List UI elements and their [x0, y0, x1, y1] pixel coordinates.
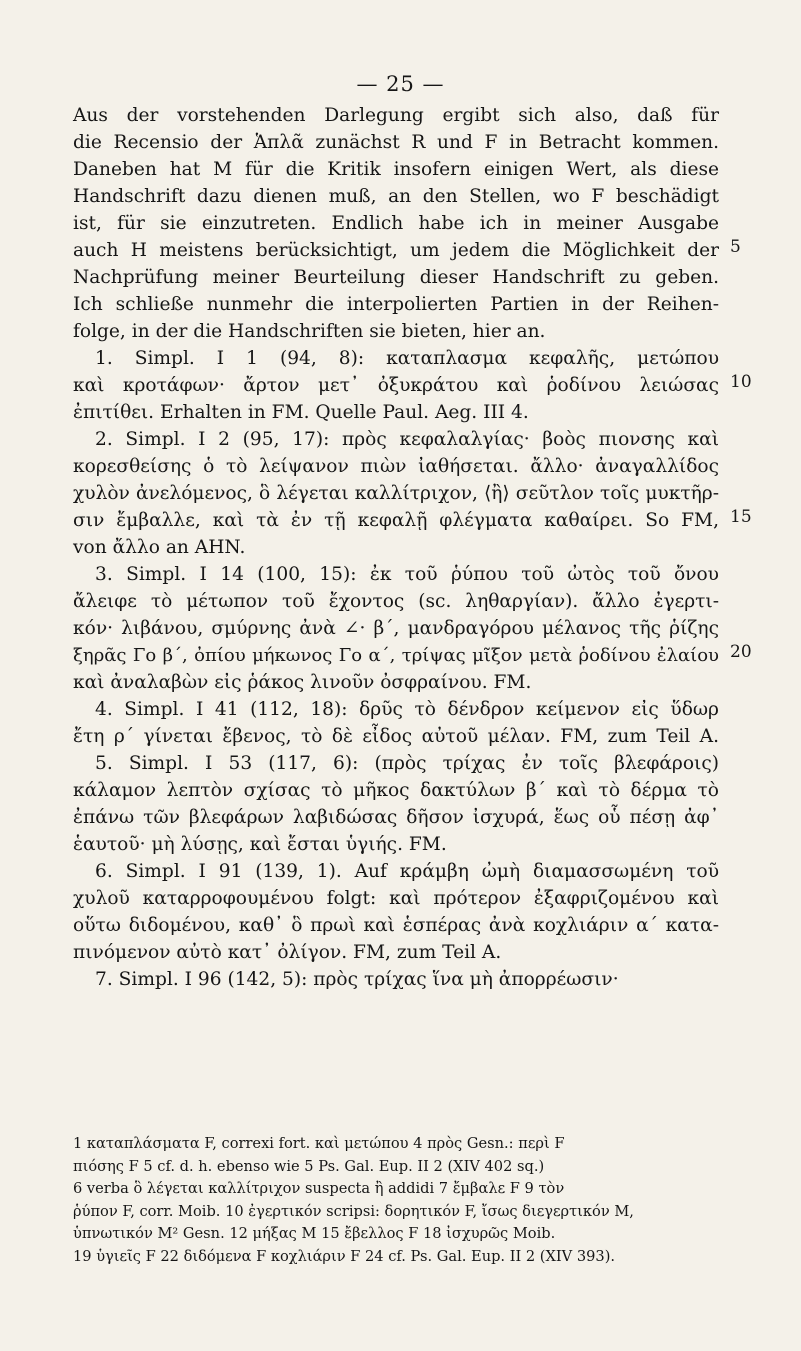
text-line: κάλαμον λεπτὸν σχίσας τὸ μῆκος δακτύλων β΄ καὶ τὸ δέρμα τὸ [73, 780, 719, 801]
text-line: folge, in der die Handschriften sie bieten, hier an. [73, 321, 546, 342]
text-line: ἔτη ρ΄ γίνεται ἔβενος, τὸ δὲ εἶδος αὐτοῦ μέλαν. FM, zum Teil A. [73, 726, 719, 747]
margin-line-number: 5 [730, 237, 741, 257]
text-line: σιν ἔμβαλλε, καὶ τὰ ἐν τῇ κεφαλῇ φλέγματα καθαίρει. So FM, [73, 510, 719, 531]
margin-line-number: 20 [730, 642, 752, 662]
footnote-line: 19 ὑγιεῖς F 22 διδόμενα F κοχλιάριν F 24 cf. Ps. Gal. Eup. II 2 (XIV 393). [73, 1247, 616, 1265]
text-line: 3. Simpl. I 14 (100, 15): ἐκ τοῦ ῥύπου τοῦ ὠτὸς τοῦ ὄνου [95, 564, 719, 585]
text-line: κορεσθείσης ὁ τὸ λείψανον πιὼν ἰαθήσεται. ἄλλο· ἀναγαλλίδος [73, 456, 719, 477]
footnote-line: ῥύπον F, corr. Moib. 10 ἐγερτικόν scripsi: δορητικόν F, ἴσως διεγερτικόν M, [73, 1202, 634, 1220]
text-line: ist, für sie einzutreten. Endlich habe ich in meiner Ausgabe [73, 213, 719, 234]
text-line: 1. Simpl. I 1 (94, 8): καταπλασμα κεφαλῆς, μετώπου [95, 348, 719, 369]
text-line: Handschrift dazu dienen muß, an den Stellen, wo F beschädigt [73, 186, 719, 207]
text-line: auch H meistens berücksichtigt, um jedem die Möglichkeit der [73, 240, 719, 261]
text-line: ἐπιτίθει. Erhalten in FM. Quelle Paul. Aeg. III 4. [73, 402, 529, 423]
text-line: κόν· λιβάνου, σμύρνης ἀνὰ ∠· β΄, μανδραγόρου μέλανος τῆς ῥίζης [73, 618, 719, 639]
text-line: 6. Simpl. I 91 (139, 1). Auf κράμβη ὠμὴ διαμασσωμένη τοῦ [95, 861, 719, 882]
text-line: 2. Simpl. I 2 (95, 17): πρὸς κεφαλαλγίας· βοὸς πιονσης καὶ [95, 429, 719, 450]
text-line: 4. Simpl. I 41 (112, 18): δρῦς τὸ δένδρον κείμενον εἰς ὕδωρ [95, 699, 719, 720]
page-number: — 25 — [356, 72, 445, 96]
main-text [73, 102, 719, 993]
text-line: Daneben hat M für die Kritik insofern einigen Wert, als diese [73, 159, 719, 180]
text-line: die Recensio der Ἁπλᾶ zunächst R und F in Betracht kommen. [73, 132, 719, 153]
text-line: ξηρᾶς Γο β΄, ὀπίου μήκωνος Γο α΄, τρίψας μῖξον μετὰ ῥοδίνου ἐλαίου [73, 645, 719, 666]
footnote-line: πιόσης F 5 cf. d. h. ebenso wie 5 Ps. Gal. Eup. II 2 (XIV 402 sq.) [73, 1157, 545, 1175]
text-line: von ἄλλο an AHN. [73, 537, 246, 558]
margin-line-number: 15 [730, 507, 752, 527]
text-line: Ich schließe nunmehr die interpolierten Partien in der Reihen- [73, 294, 719, 315]
text-line: 5. Simpl. I 53 (117, 6): (πρὸς τρίχας ἐν τοῖς βλεφάροις) [95, 753, 719, 774]
text-line: χυλὸν ἀνελόμενος, ὃ λέγεται καλλίτριχον, ⟨ἢ⟩ σεῦτλον τοῖς μυκτῆρ- [73, 483, 719, 504]
text-line: χυλοῦ καταρροφουμένου folgt: καὶ πρότερον ἐξαφριζομένου καὶ [73, 888, 719, 909]
margin-line-number: 10 [730, 372, 752, 392]
text-line: καὶ κροτάφων· ἄρτον μετ᾿ ὀξυκράτου καὶ ῥοδίνου λειώσας [73, 375, 719, 396]
text-line: οὕτω διδομένου, καθ᾿ ὃ πρωὶ καὶ ἑσπέρας ἀνὰ κοχλιάριν α΄ κατα- [73, 915, 719, 936]
text-line: ἐπάνω τῶν βλεφάρων λαβιδώσας δῆσον ἰσχυρά, ἕως οὗ πέσῃ ἀφ᾿ [73, 807, 719, 828]
text-line: καὶ ἀναλαβὼν εἰς ῥάκος λινοῦν ὀσφραίνου. FM. [73, 672, 532, 693]
footnote-line: 1 καταπλάσματα F, correxi fort. καὶ μετώπου 4 πρὸς Gesn.: περὶ F [73, 1135, 565, 1152]
text-line: Aus der vorstehenden Darlegung ergibt sich also, daß für [73, 105, 719, 126]
text-line: 7. Simpl. I 96 (142, 5): πρὸς τρίχας ἵνα μὴ ἀπορρέωσιν· [95, 969, 619, 990]
footnote-line: 6 verba ὃ λέγεται καλλίτριχον suspecta ἢ addidi 7 ἔμβαλε F 9 τὸν [73, 1180, 565, 1197]
text-line: Nachprüfung meiner Beurteilung dieser Handschrift zu geben. [73, 267, 719, 288]
text-line: ἑαυτοῦ· μὴ λύσῃς, καὶ ἔσται ὑγιής. FM. [73, 834, 447, 855]
footnotes [73, 1133, 719, 1268]
text-line: ἄλειφε τὸ μέτωπον τοῦ ἔχοντος (sc. ληθαργίαν). ἄλλο ἐγερτι- [73, 591, 719, 612]
footnote-line: ὑπνωτικόν M² Gesn. 12 μήξας M 15 ἔβελλος F 18 ἰσχυρῶς Moib. [73, 1225, 556, 1242]
text-line: πινόμενον αὐτὸ κατ᾿ ὀλίγον. FM, zum Teil A. [73, 942, 502, 963]
